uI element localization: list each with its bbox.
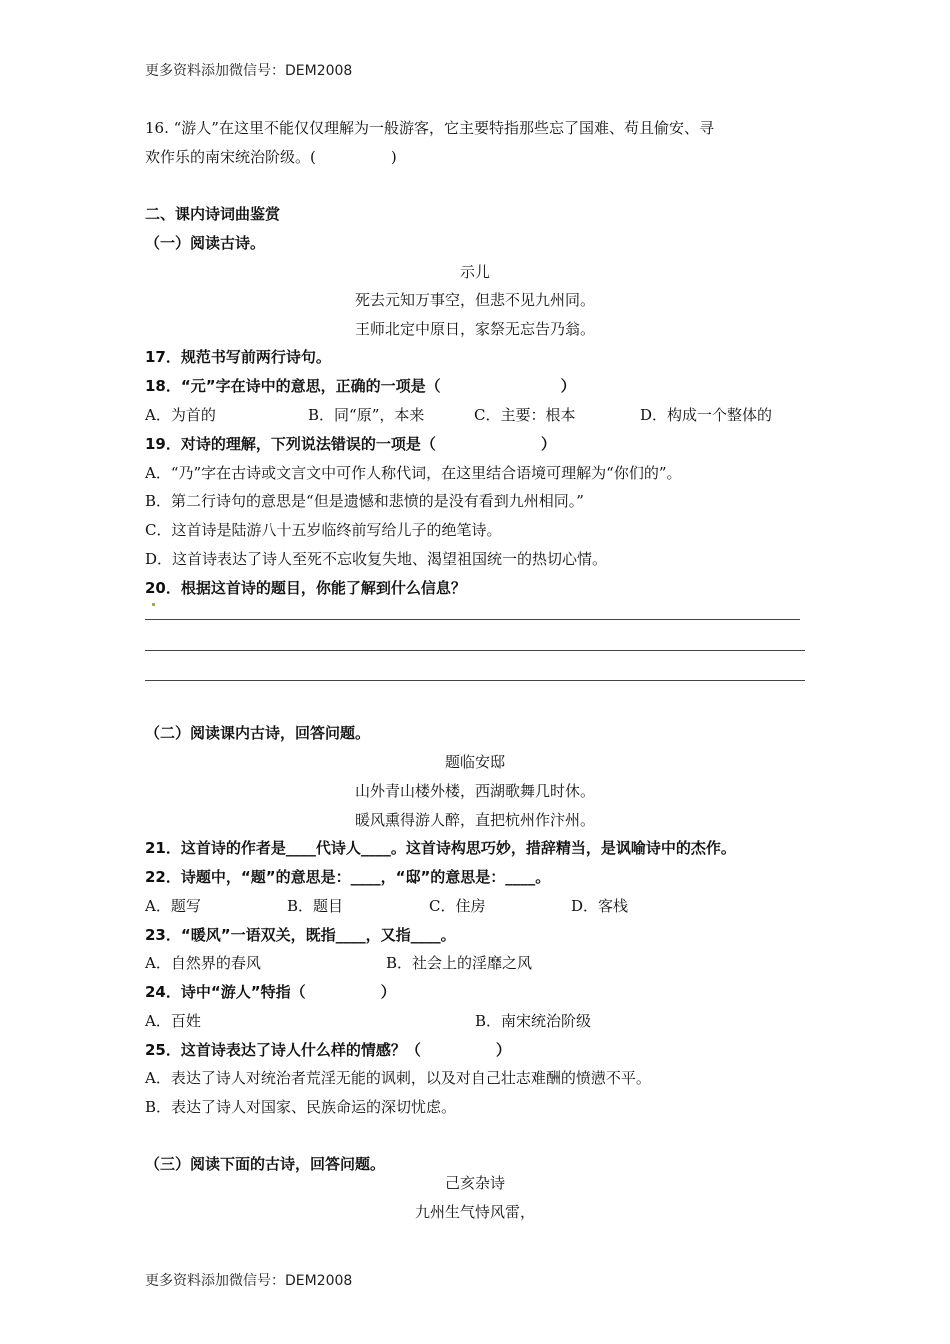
q22-option-b: B．题目 [287, 897, 344, 915]
q24-option-a: A．百姓 [145, 1012, 201, 1030]
q18-option-c: C．主要：根本 [474, 406, 576, 424]
question-25: 25．这首诗表达了诗人什么样的情感？（ ） [145, 1041, 511, 1059]
answer-line-3 [145, 680, 805, 681]
q19-option-b: B．第二行诗句的意思是“但是遗憾和悲愤的是没有看到九州相同。” [145, 492, 584, 510]
poem-2-line1: 山外青山楼外楼，西湖歌舞几时休。 [354, 782, 595, 800]
question-22: 22．诗题中，“题”的意思是：____，“邸”的意思是：____。 [145, 868, 551, 886]
q25-option-b: B．表达了诗人对国家、民族命运的深切忧虑。 [145, 1098, 457, 1116]
q22-option-a: A．题写 [145, 897, 201, 915]
q24-option-b: B．南宋统治阶级 [475, 1012, 592, 1030]
page-header: 更多资料添加微信号：DEM2008 [145, 63, 353, 79]
q22-option-d: D．客栈 [571, 897, 629, 915]
q19-option-a: A．“乃”字在古诗或文言文中可作人称代词，在这里结合语境可理解为“你们的”。 [145, 464, 682, 482]
question-16-line2: 欢作乐的南宋统治阶级。( ) [145, 148, 397, 166]
q19-option-d: D．这首诗表达了诗人至死不忘收复失地、渴望祖国统一的热切心情。 [145, 550, 608, 568]
poem-2-title: 题临安邸 [444, 753, 505, 771]
poem-2-line2: 暖风熏得游人醉，直把杭州作汴州。 [354, 811, 595, 829]
question-19: 19．对诗的理解，下列说法错误的一项是（ ） [145, 435, 556, 453]
q23-option-a: A．自然界的春风 [145, 954, 261, 972]
question-20: 20．根据这首诗的题目，你能了解到什么信息？ [145, 579, 466, 597]
mark-dot [152, 603, 155, 606]
section-2-title: 二、课内诗词曲鉴赏 [145, 205, 281, 223]
q22-option-c: C．住房 [429, 897, 486, 915]
q23-option-b: B．社会上的淫靡之风 [386, 954, 533, 972]
part-3-title: （三）阅读下面的古诗，回答问题。 [145, 1155, 386, 1173]
poem-1-line2: 王师北定中原日，家祭无忘告乃翁。 [354, 320, 595, 338]
question-17: 17．规范书写前两行诗句。 [145, 348, 331, 366]
answer-line-2 [145, 650, 805, 651]
q18-option-d: D．构成一个整体的 [640, 406, 773, 424]
question-21: 21．这首诗的作者是____代诗人____。这首诗构思巧妙，措辞精当，是讽喻诗中的杰作。 [145, 839, 736, 857]
question-18: 18．“元”字在诗中的意思，正确的一项是（ ） [145, 377, 576, 395]
question-23: 23．“暖风”一语双关，既指____，又指____。 [145, 926, 456, 944]
question-16-line1: 16. “游人”在这里不能仅仅理解为一般游客，它主要特指那些忘了国难、苟且偷安、寻 [145, 119, 714, 137]
q18-option-b: B．同“原”，本来 [308, 406, 425, 424]
part-1-title: （一）阅读古诗。 [145, 234, 266, 252]
poem-1-line1: 死去元知万事空，但悲不见九州同。 [354, 291, 595, 309]
poem-3-title: 己亥杂诗 [444, 1174, 505, 1192]
answer-line-1 [145, 619, 800, 620]
poem-3-line1: 九州生气恃风雷， [414, 1203, 535, 1221]
poem-1-title: 示儿 [459, 263, 490, 281]
q25-option-a: A．表达了诗人对统治者荒淫无能的讽刺，以及对自己壮志难酬的愤懑不平。 [145, 1069, 651, 1087]
q18-option-a: A．为首的 [145, 406, 216, 424]
question-24: 24．诗中“游人”特指（ ） [145, 983, 396, 1001]
part-2-title: （二）阅读课内古诗，回答问题。 [145, 724, 371, 742]
q19-option-c: C．这首诗是陆游八十五岁临终前写给儿子的绝笔诗。 [145, 521, 502, 539]
page-footer: 更多资料添加微信号：DEM2008 [145, 1273, 353, 1289]
